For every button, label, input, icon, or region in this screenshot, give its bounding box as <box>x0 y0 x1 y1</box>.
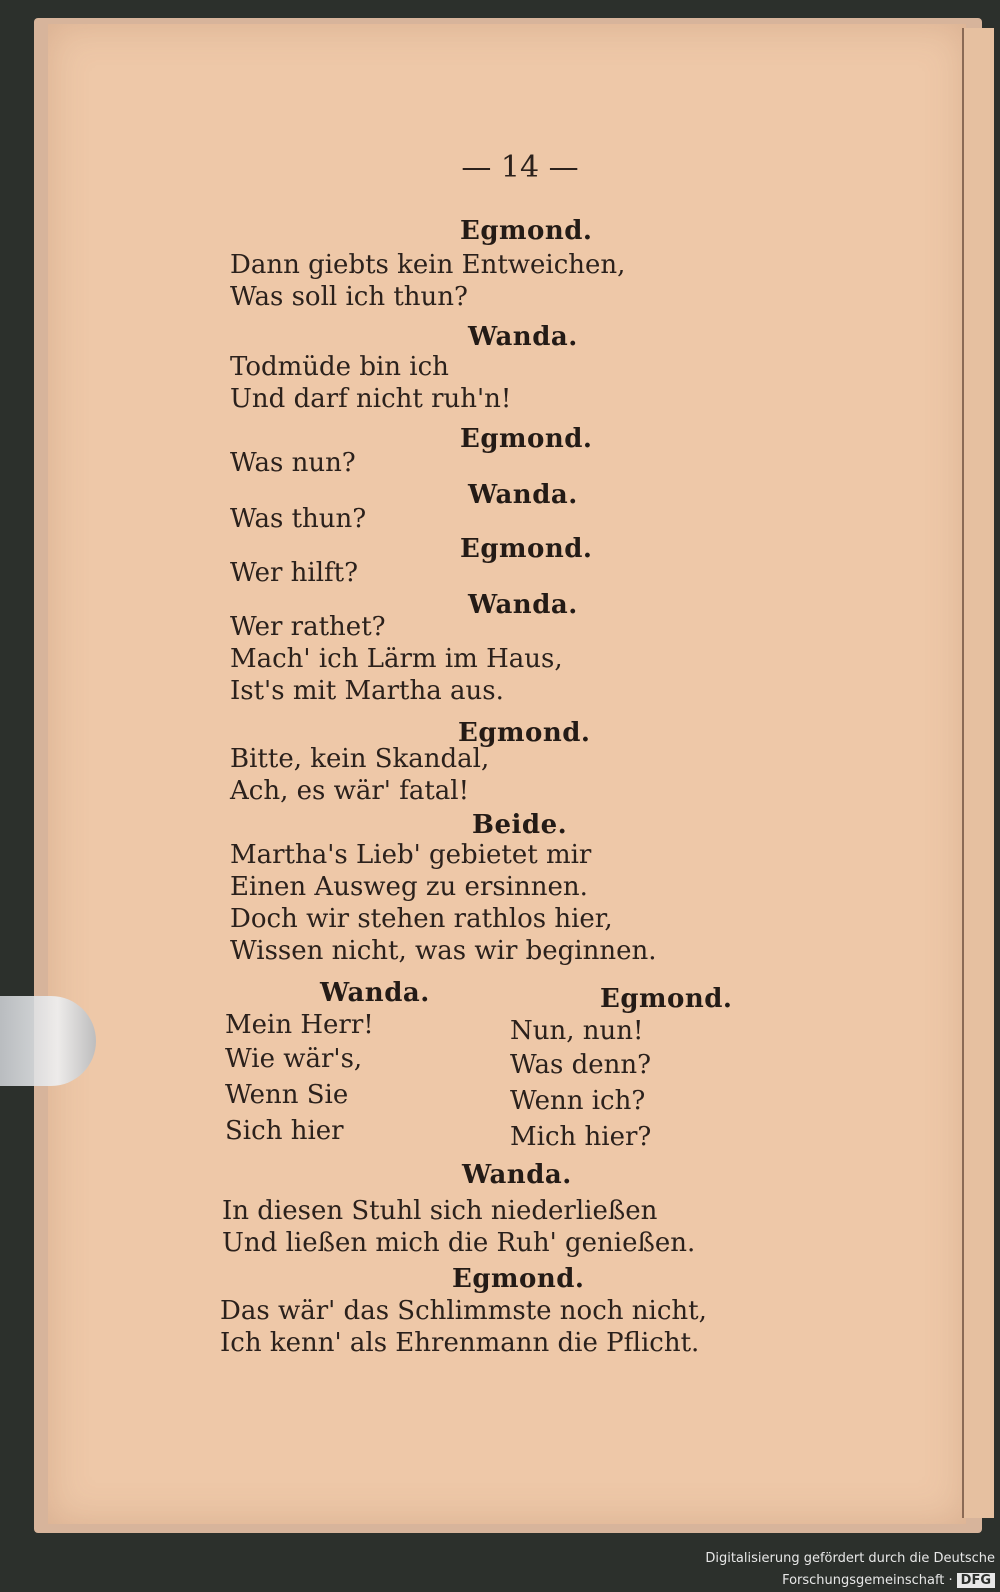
duet-right-line: Mich hier? <box>510 1122 652 1152</box>
verse-line: Mach' ich Lärm im Haus, <box>230 644 563 674</box>
speaker-label: Wanda. <box>468 480 578 510</box>
verse-line: Und ließen mich die Ruh' genießen. <box>222 1228 696 1258</box>
verse-line: Was thun? <box>230 504 367 534</box>
footer-credit <box>600 1548 995 1588</box>
thumb-shadow <box>0 996 96 1086</box>
duet-right-line: Was denn? <box>510 1050 652 1080</box>
speaker-label: Egmond. <box>458 718 591 748</box>
speaker-label: Wanda. <box>468 590 578 620</box>
verse-line: Wer hilft? <box>230 558 359 588</box>
verse-line: Dann giebts kein Entweichen, <box>230 250 626 280</box>
speaker-label: Egmond. <box>460 424 593 454</box>
verse-line: Todmüde bin ich <box>230 352 449 382</box>
dfg-logo: DFG <box>957 1573 995 1588</box>
speaker-label: Egmond. <box>452 1264 585 1294</box>
duet-right-line: Nun, nun! <box>510 1016 644 1046</box>
speaker-label: Wanda. <box>468 322 578 352</box>
duet-left-line: Mein Herr! <box>225 1010 374 1040</box>
speaker-label-right: Egmond. <box>600 984 733 1014</box>
verse-line: Was soll ich thun? <box>230 282 468 312</box>
verse-line: Das wär' das Schlimmste noch nicht, <box>220 1296 707 1326</box>
duet-right-line: Wenn ich? <box>510 1086 646 1116</box>
page-number: — 14 — <box>461 150 579 185</box>
next-page-edge <box>962 28 994 1518</box>
verse-line: Wer rathet? <box>230 612 386 642</box>
verse-line: Ist's mit Martha aus. <box>230 676 504 706</box>
verse-line: Bitte, kein Skandal, <box>230 744 490 774</box>
verse-line: Wissen nicht, was wir beginnen. <box>230 936 657 966</box>
verse-line: Einen Ausweg zu ersinnen. <box>230 872 588 902</box>
speaker-label: Beide. <box>472 810 568 840</box>
speaker-label: Wanda. <box>462 1160 572 1190</box>
verse-line: Und darf nicht ruh'n! <box>230 384 512 414</box>
duet-left-line: Wie wär's, <box>225 1044 363 1074</box>
verse-line: Was nun? <box>230 448 356 478</box>
verse-line: Martha's Lieb' gebietet mir <box>230 840 592 870</box>
verse-line: Ach, es wär' fatal! <box>230 776 470 806</box>
speaker-label: Egmond. <box>460 534 593 564</box>
verse-line: In diesen Stuhl sich niederließen <box>222 1196 658 1226</box>
duet-left-line: Wenn Sie <box>225 1080 349 1110</box>
verse-line: Ich kenn' als Ehrenmann die Pflicht. <box>220 1328 700 1358</box>
verse-line: Doch wir stehen rathlos hier, <box>230 904 613 934</box>
speaker-label-left: Wanda. <box>320 978 430 1008</box>
footer-text: Digitalisierung gefördert durch die Deutsche Forschungsgemeinschaft · <box>705 1551 995 1588</box>
duet-left-line: Sich hier <box>225 1116 344 1146</box>
speaker-label: Egmond. <box>460 216 593 246</box>
